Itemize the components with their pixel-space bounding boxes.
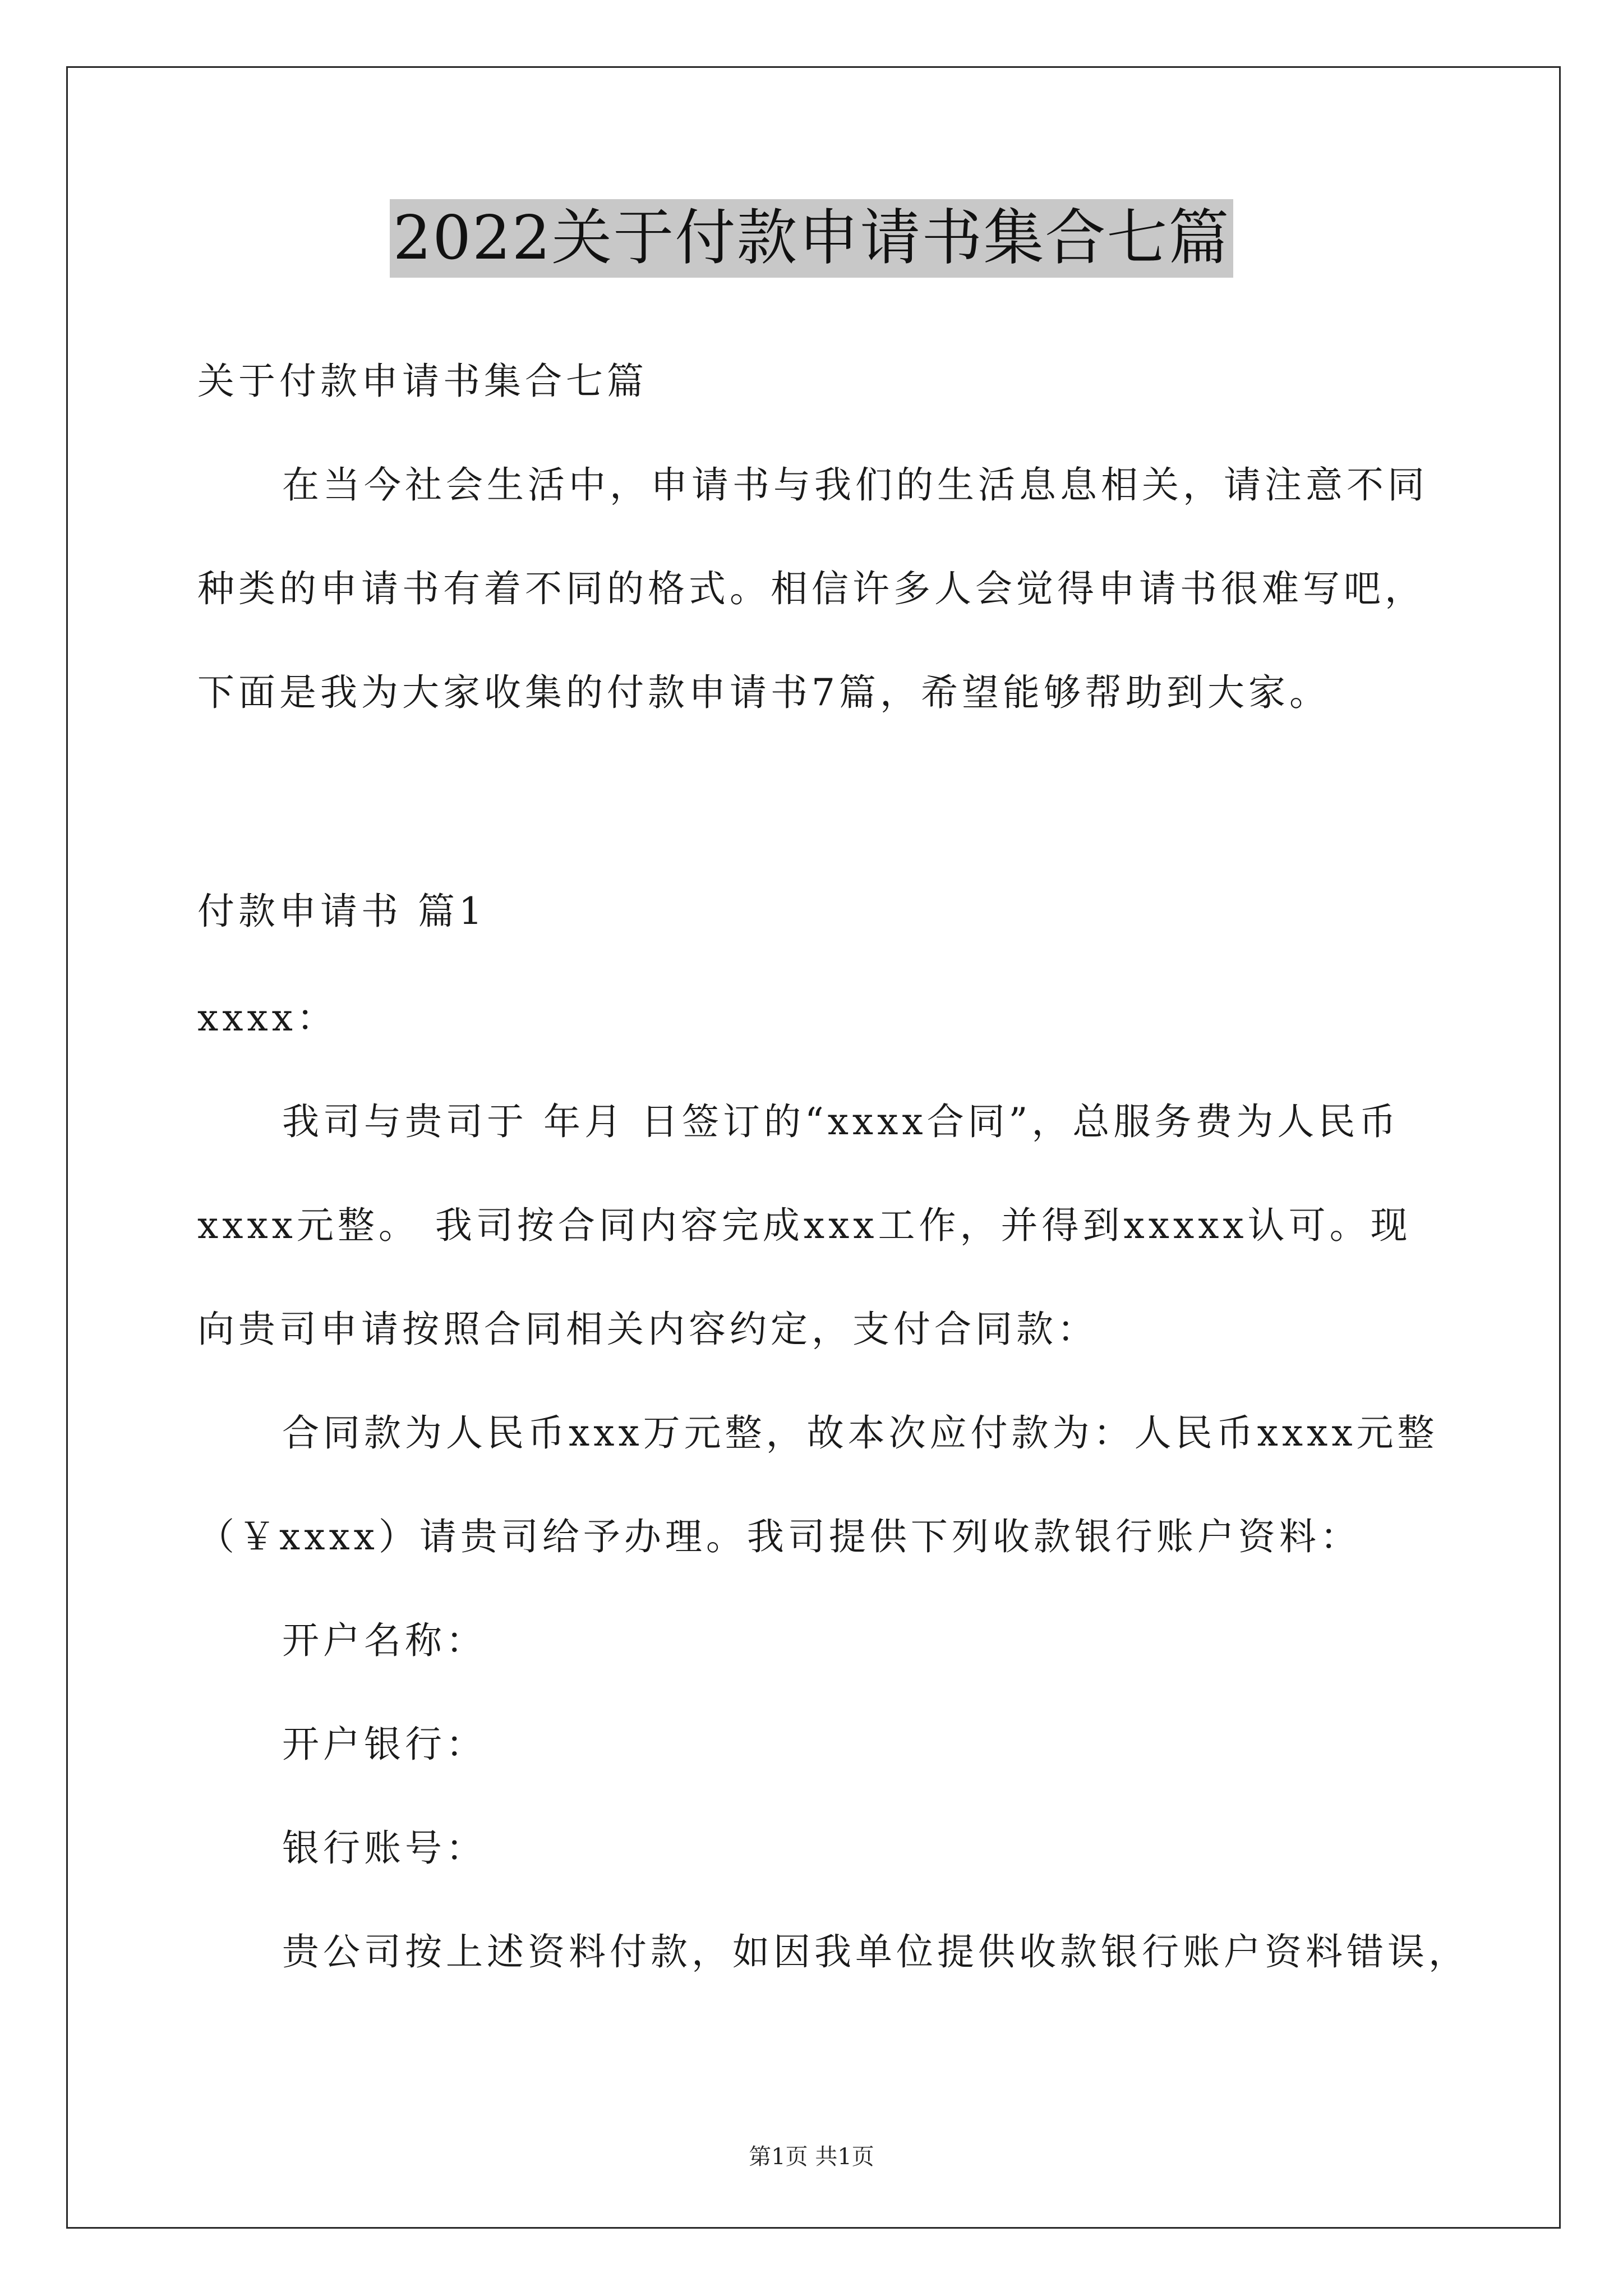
bank-name-label: 开户银行： xyxy=(282,1723,487,1766)
salutation: xxxx： xyxy=(197,996,338,1039)
body-line: 贵公司按上述资料付款，如因我单位提供收款银行账户资料错误， xyxy=(282,1930,1469,1973)
account-number-label: 银行账号： xyxy=(282,1826,487,1870)
section-heading: 付款申请书 篇1 xyxy=(197,890,486,933)
document-subtitle: 关于付款申请书集合七篇 xyxy=(197,360,648,403)
account-name-label: 开户名称： xyxy=(282,1619,487,1662)
body-line: 合同款为人民币xxx万元整，故本次应付款为：人民币xxxx元整 xyxy=(282,1411,1438,1455)
intro-line: 种类的申请书有着不同的格式。相信许多人会觉得申请书很难写吧， xyxy=(197,567,1426,610)
page-footer: 第1页 共1页 xyxy=(749,2144,874,2170)
intro-line: 下面是我为大家收集的付款申请书7篇，希望能够帮助到大家。 xyxy=(197,671,1330,714)
body-line: （￥xxxx）请贵司给予办理。我司提供下列收款银行账户资料： xyxy=(197,1515,1361,1558)
body-line: xxxx元整。 我司按合同内容完成xxx工作，并得到xxxxx认可。现 xyxy=(197,1204,1412,1247)
intro-line: 在当今社会生活中，申请书与我们的生活息息相关，请注意不同 xyxy=(282,463,1428,507)
body-line: 我司与贵司于 年月 日签订的“xxxx合同”，总服务费为人民币 xyxy=(282,1100,1400,1143)
body-line: 向贵司申请按照合同相关内容约定，支付合同款： xyxy=(197,1308,1098,1351)
document-title: 2022关于付款申请书集合七篇 xyxy=(390,199,1234,278)
